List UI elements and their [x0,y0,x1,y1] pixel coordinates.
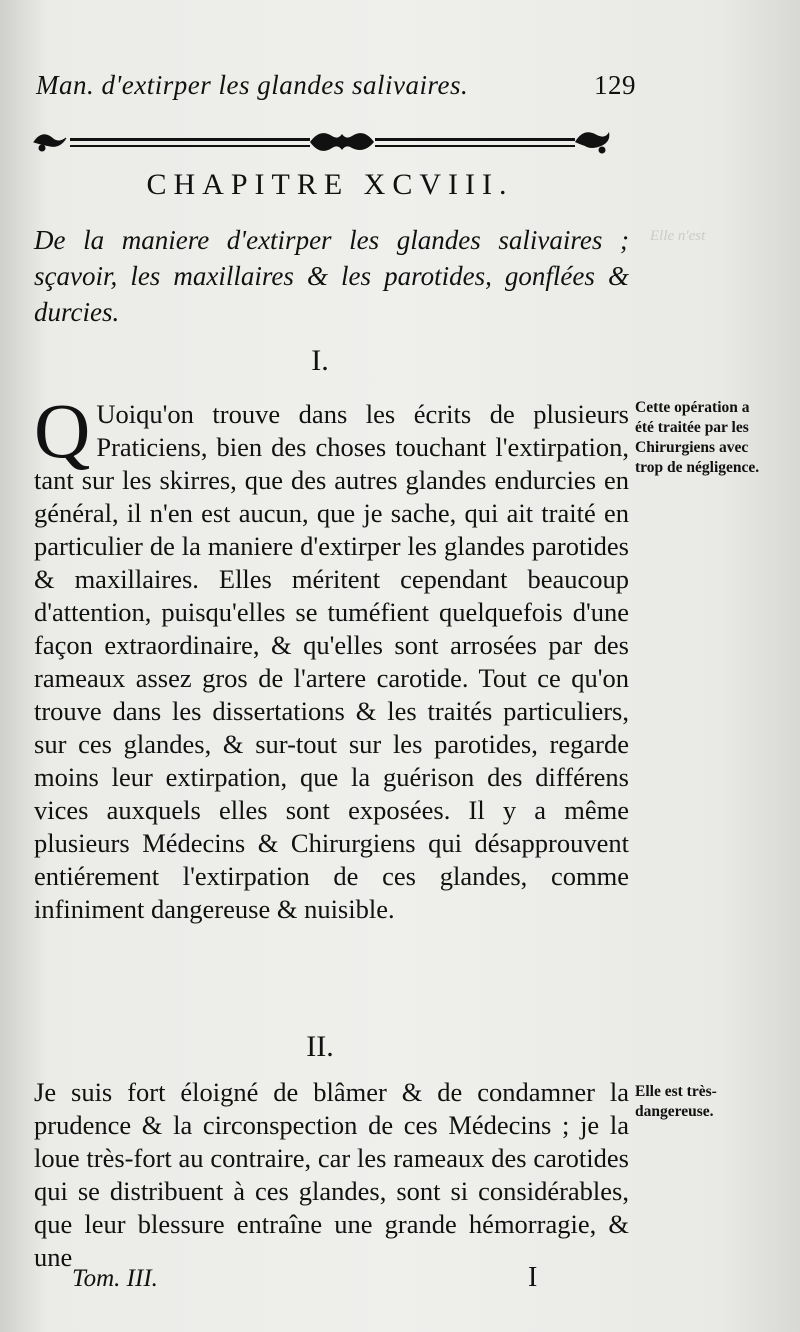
margin-note-1: Cette opération a été traitée par les Chirurgiens avec trop de négligence. [635,399,760,476]
running-head [36,70,636,101]
chapter-title: CHAPITRE XCVIII. [146,168,514,201]
margin-note-2: Elle est très-dangereuse. [635,1083,717,1120]
signature-mark: I [528,1262,538,1293]
section-1-paragraph [34,387,629,926]
section-number-1: I. [311,344,329,377]
section-2-text: Je suis fort éloigné de blâmer & de condamner la prudence & la circonspection de ces Médecins ; je la loue très-fort au contraire, car les rameaux des carotides qui se distribuent à ces glandes, sont si considérables, que leur blessure entraîne une grande hémorragie, & une [34,1077,629,1272]
running-head-title: Man. d'extirper les glandes salivaires. [36,70,469,100]
drop-cap: Q [34,387,91,474]
section-number-2: II. [306,1030,334,1063]
show-through-text: Elle n'est [650,228,706,244]
page-number: 129 [594,70,636,100]
section-2-paragraph [34,1076,629,1274]
section-1-text: Uoiqu'on trouve dans les écrits de plusieurs Praticiens, bien des choses touchant l'extirpation, tant sur les skirres, que des autres glandes endurcies en général, il n'en est aucun, que je sache, qui ait traité en particulier de la maniere d'extirper les glandes parotides & maxillaires. Elles méritent cependant beaucoup d'attention, puisqu'elles se tuméfient quelquefois d'une façon extraordinaire, & qu'elles sont arrosées par des rameaux assez gros de l'artere carotide. Tout ce qu'on trouve dans les dissertations & les traités particuliers, sur ces glandes, & sur-tout sur les parotides, regarde moins leur extirpation, que la guérison des différens vices auxquels elles sont exposées. Il y a même plusieurs Médecins & Chirurgiens qui désapprouvent entiérement l'extirpation de ces glandes, comme infiniment dangereuse & nuisible. [34,399,629,924]
volume-footer: Tom. III. [72,1265,158,1292]
chapter-subtitle: De la maniere d'extirper les glandes salivaires ; sçavoir, les maxillaires & les parotides, gonflées & durcies. [34,225,629,327]
headpiece-ornament [30,124,615,160]
